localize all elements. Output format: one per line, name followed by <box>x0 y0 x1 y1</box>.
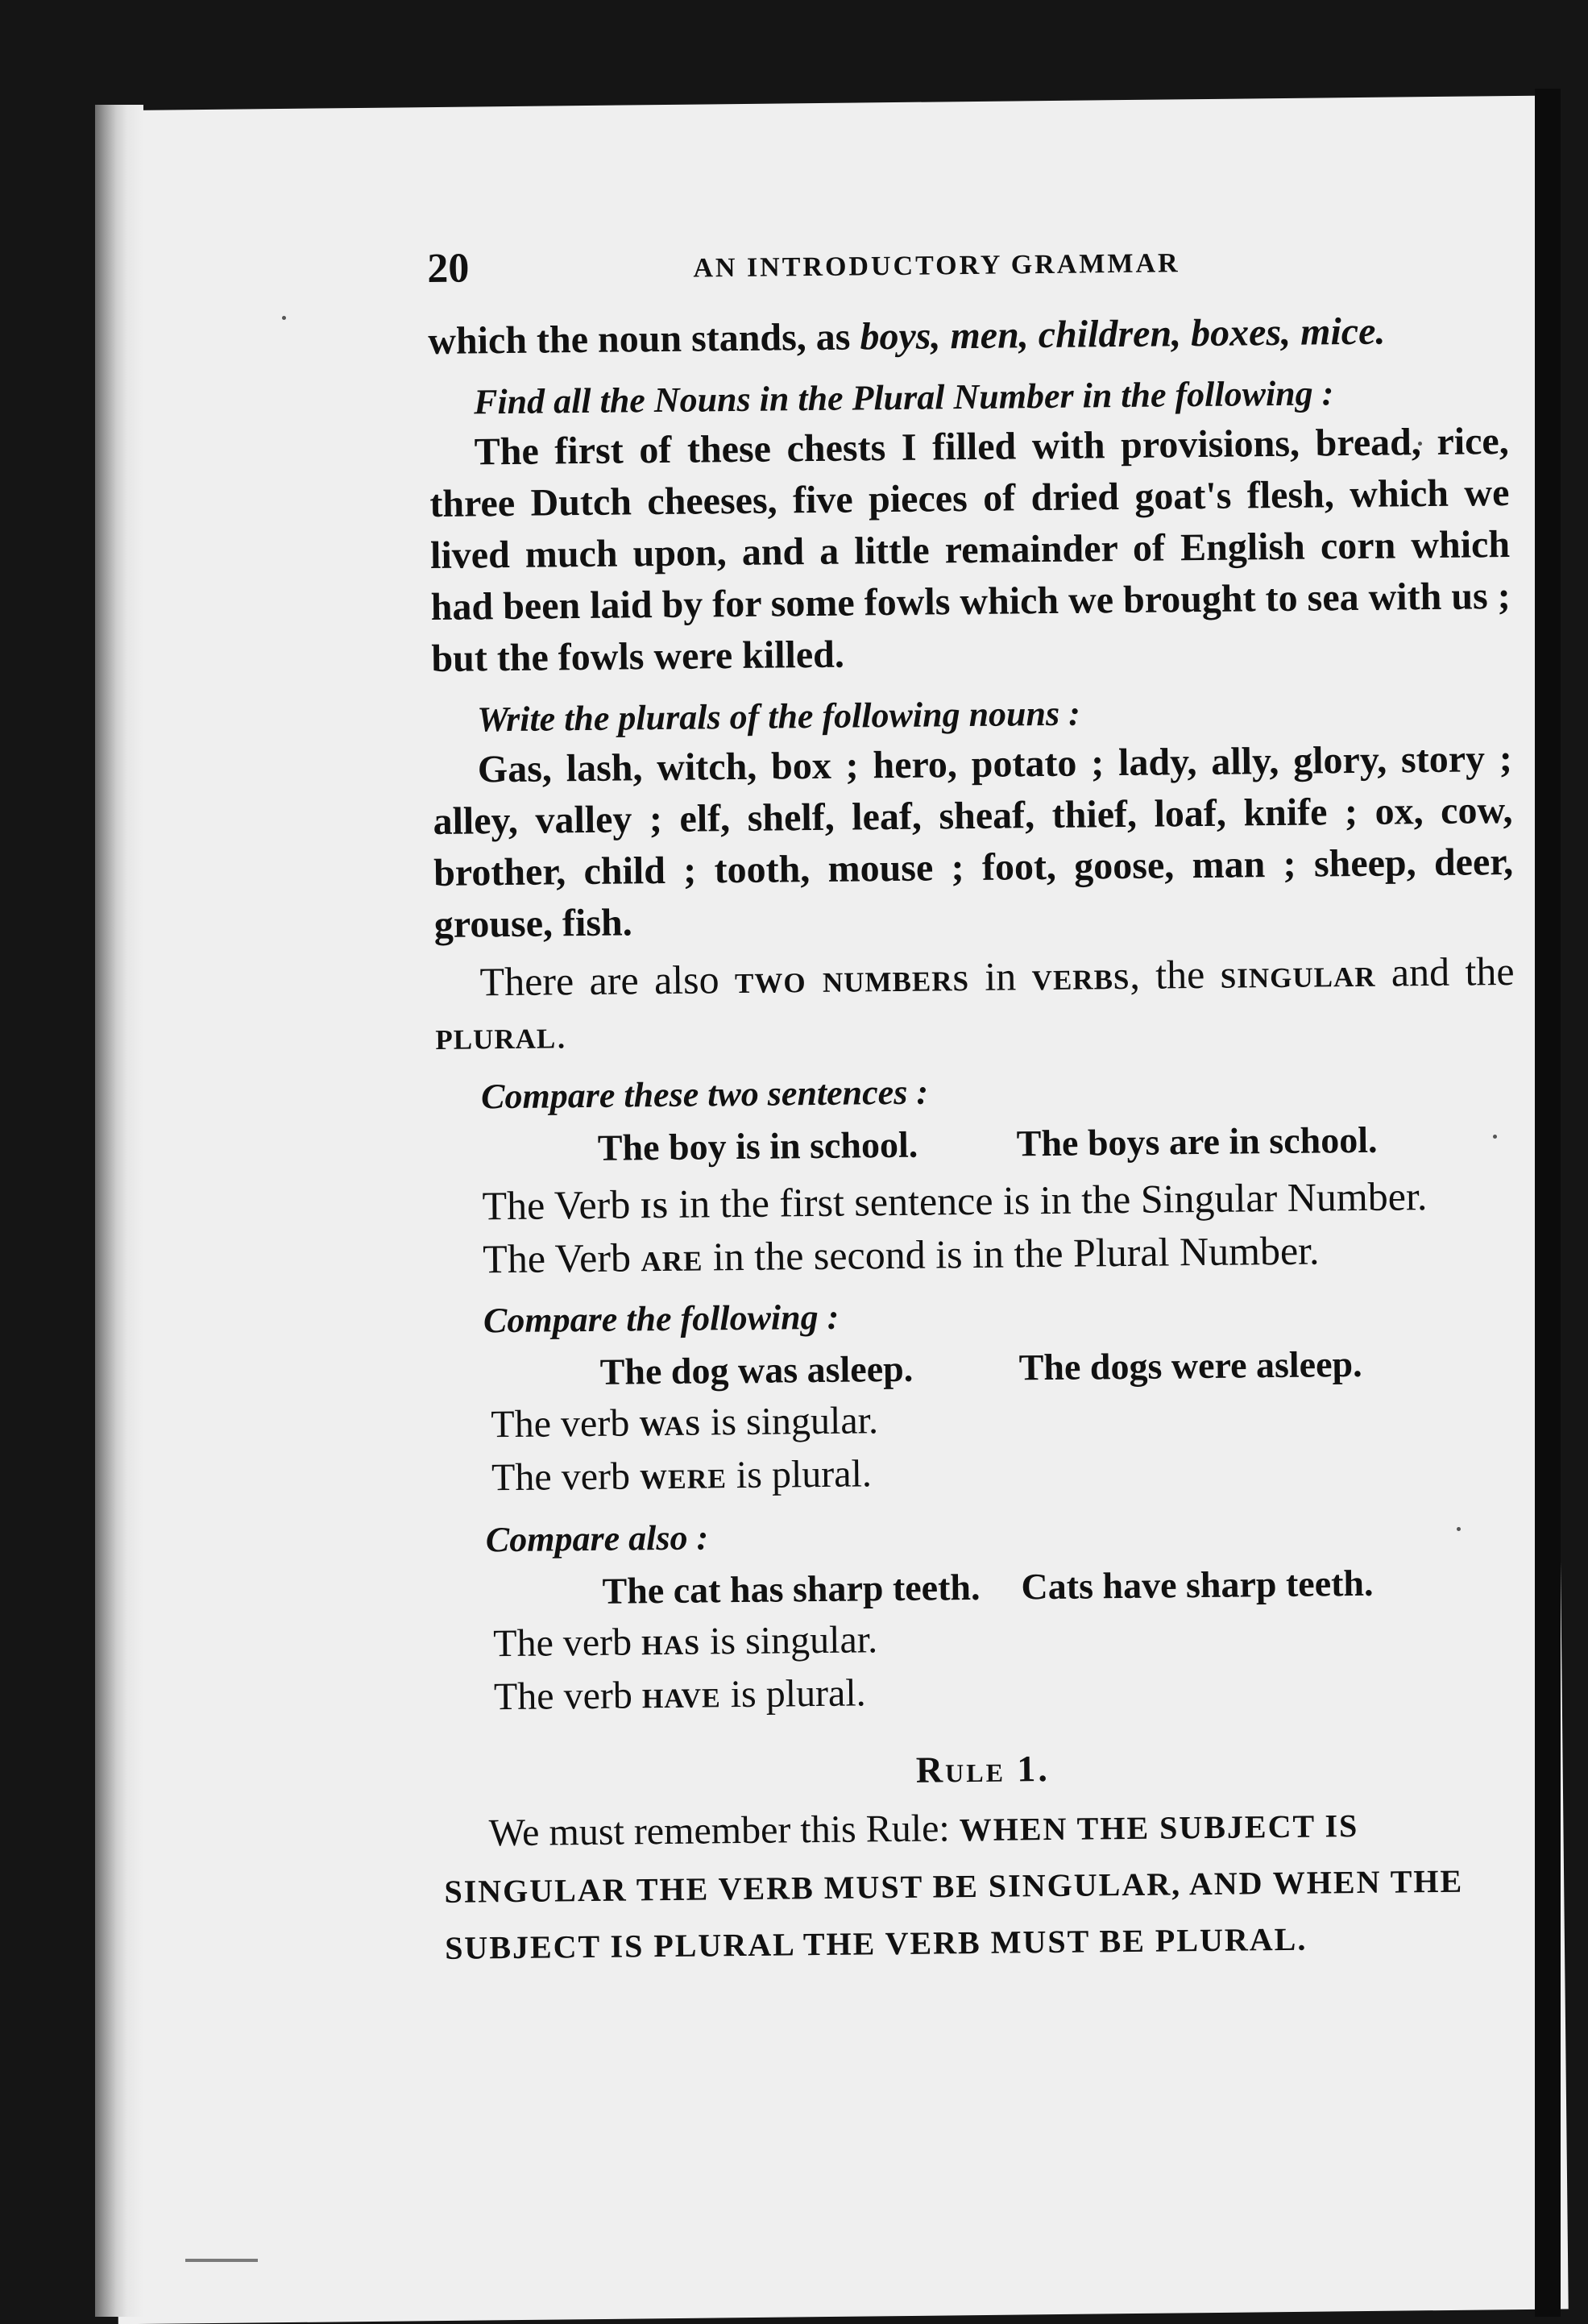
page-content <box>427 230 1524 1975</box>
example-plural: Cats have sharp teeth. <box>1021 1562 1374 1608</box>
text-run: in the second is in the Plural Number. <box>703 1227 1320 1280</box>
exercise-2-instruction: Write the plurals of the following nouns : <box>476 693 1080 740</box>
paragraph-text: which the noun stands, as <box>428 315 860 363</box>
exercise-2-word-list: Gas, lash, witch, box ; hero, potato ; lady, ally, glory, story ; alley, valley ; elf, shelf, leaf, sheaf, thief, loaf, knife ; ox, cow, brother, child ; tooth, mouse ; foot, goose, man ; sheep, deer, grouse, fish. <box>433 737 1514 946</box>
paragraph-noun-stands <box>428 305 1508 367</box>
example-singular: The boy is in school. <box>597 1123 918 1168</box>
plural-examples: boys, men, children, boxes, mice. <box>860 309 1386 359</box>
exercise-1-passage: The first of these chests I filled with provisions, bread, rice, three Dutch cheeses, five pieces of dried goat's flesh, which we lived much upon, and a little remainder of English corn which had been laid by for some fowls which we brought to sea with us ; but the fowls were killed. <box>429 419 1511 680</box>
term-has: has <box>641 1620 701 1664</box>
text-run: The verb <box>492 1621 642 1666</box>
term-singular: singular <box>1220 949 1376 997</box>
term-was: was <box>639 1401 702 1445</box>
text-run: . <box>555 1011 567 1057</box>
text-run: in the first sentence is in the Singular Number. <box>668 1173 1428 1226</box>
term-are: are <box>641 1234 703 1280</box>
text-run: The Verb <box>482 1181 641 1229</box>
example-plural: The dogs were asleep. <box>1018 1343 1362 1388</box>
compare-1-label: Compare these two sentences : <box>480 1072 929 1117</box>
text-run: is singular. <box>700 1399 879 1444</box>
compare-1-examples <box>436 1114 1516 1175</box>
example-singular: The cat has sharp teeth. <box>602 1566 981 1612</box>
rule-heading: Rule 1. <box>915 1748 1051 1791</box>
verb-are-paragraph <box>437 1222 1518 1286</box>
compare-2-label: Compare the following : <box>483 1297 840 1341</box>
running-head: AN INTRODUCTORY GRAMMAR <box>693 248 1180 284</box>
page-header <box>427 230 1507 306</box>
text-run: and the <box>1375 948 1515 995</box>
rule-statement: WHEN THE SUBJECT IS SINGULAR THE VERB MUST BE SINGULAR, AND WHEN THE SUBJECT IS PLURAL THE VERB MUST BE PLURAL. <box>444 1807 1464 1966</box>
page-right-shadow <box>1535 89 1561 2317</box>
page-edge-mark <box>185 2259 258 2262</box>
page-binding-edge <box>95 105 143 2317</box>
example-plural: The boys are in school. <box>1016 1118 1378 1164</box>
text-run: is plural. <box>720 1671 866 1716</box>
scan-speck <box>282 316 286 320</box>
numbers-in-verbs-paragraph <box>434 944 1515 1062</box>
text-run: The Verb <box>482 1235 641 1282</box>
verb-have-line <box>442 1660 1523 1724</box>
text-run: in <box>968 953 1032 1000</box>
page-number: 20 <box>427 245 470 292</box>
text-run: is singular. <box>699 1618 878 1663</box>
verb-were-line <box>440 1441 1520 1505</box>
text-run: There are also <box>479 957 736 1005</box>
text-run: The verb <box>493 1674 643 1719</box>
verb-is-paragraph <box>437 1168 1517 1233</box>
text-run: The verb <box>491 1455 641 1500</box>
example-singular: The dog was asleep. <box>599 1347 914 1392</box>
text-run: , the <box>1130 951 1221 998</box>
term-plural: plural <box>435 1011 557 1058</box>
term-verbs: verbs <box>1031 952 1130 999</box>
exercise-1-instruction: Find all the Nouns in the Plural Number in the following : <box>473 373 1334 422</box>
rule-intro: We must remember this Rule: <box>488 1807 960 1855</box>
term-have: have <box>641 1673 721 1717</box>
term-two-numbers: two numbers <box>734 954 970 1002</box>
term-were: were <box>639 1454 728 1498</box>
text-run: The verb <box>491 1401 640 1446</box>
term-is: is <box>640 1181 670 1227</box>
rule-paragraph <box>443 1795 1524 1975</box>
text-run: is plural. <box>726 1452 873 1497</box>
compare-3-label: Compare also : <box>485 1517 709 1560</box>
